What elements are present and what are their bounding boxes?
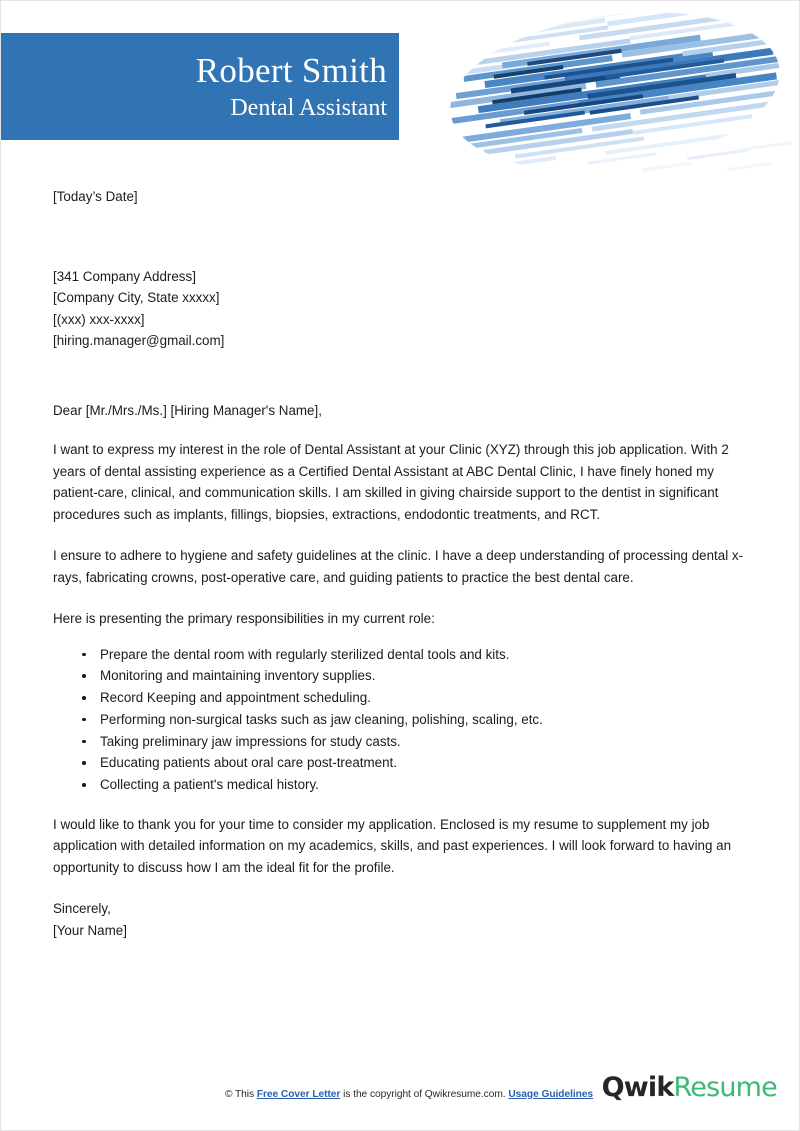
sign-off-block — [53, 898, 747, 941]
salutation: Dear [Mr./Mrs./Ms.] [Hiring Manager's Name], — [53, 402, 322, 418]
copyright-prefix: © This — [224, 1088, 257, 1100]
signature-placeholder: [Your Name] — [53, 922, 127, 938]
list-item: Prepare the dental room with regularly sterilized dental tools and kits. — [100, 644, 747, 665]
address-line: [(xxx) xxx-xxxx] — [53, 311, 145, 327]
recipient-address-block — [53, 266, 747, 352]
logo-text-qwik: Qwik — [601, 1072, 674, 1103]
closing-paragraph: I would like to thank you for your time to consider my application. Enclosed is my resume to supplement my job application with detailed information on my academics, skills, and past experiences. I will look forward to having an opportunity to discuss how I am the ideal fit for the profile. — [53, 816, 732, 875]
name-banner — [1, 33, 399, 140]
list-item: Educating patients about oral care post-treatment. — [100, 752, 747, 773]
candidate-job-title: Dental Assistant — [230, 95, 387, 122]
address-line: [Company City, State xxxxx] — [53, 290, 220, 305]
list-item: Performing non-surgical tasks such as jaw cleaning, polishing, scaling, etc. — [100, 709, 747, 730]
body-paragraph-2: I ensure to adhere to hygiene and safety guidelines at the clinic. I have a deep understanding of processing dental x-rays, fabricating crowns, post-operative care, and guiding patients to practice the best dental care. — [53, 548, 744, 585]
sign-off: Sincerely, — [53, 901, 111, 917]
logo-text-resume: Resume — [673, 1072, 777, 1103]
copyright-middle: is the copyright of Qwikresume.com. — [340, 1088, 509, 1100]
address-line: [341 Company Address] — [53, 268, 196, 284]
responsibilities-lead-in: Here is presenting the primary responsibilities in my current role: — [53, 611, 435, 626]
body-paragraph-1: I want to express my interest in the role of Dental Assistant at your Clinic (XYZ) through this job application. With 2 years of dental assisting experience as a Certified Dental Assistant at ABC Dental Clinic, I have finely honed my patient-care, clinical, and communication skills. I am skilled in giving chairside support to the dentist in significant procedures such as implants, fillings, biopsies, extractions, endodontic treatments, and RCT. — [53, 442, 729, 522]
address-line: [hiring.manager@gmail.com] — [53, 333, 225, 348]
list-item: Monitoring and maintaining inventory supplies. — [100, 665, 747, 686]
list-item: Collecting a patient's medical history. — [100, 774, 747, 795]
list-item: Record Keeping and appointment scheduling. — [100, 687, 747, 708]
page-footer — [1, 1072, 799, 1116]
free-cover-letter-link[interactable]: Free Cover Letter — [256, 1088, 341, 1100]
letter-body — [1, 186, 799, 941]
candidate-name: Robert Smith — [195, 50, 387, 90]
usage-guidelines-link[interactable]: Usage Guidelines — [508, 1088, 594, 1100]
date-placeholder: [Today’s Date] — [53, 189, 138, 204]
qwikresume-logo[interactable] — [602, 1074, 777, 1101]
list-item: Taking preliminary jaw impressions for study casts. — [100, 731, 747, 752]
responsibilities-list — [53, 644, 747, 796]
letter-header — [1, 1, 799, 186]
blue-streaks-graphic — [437, 7, 797, 175]
